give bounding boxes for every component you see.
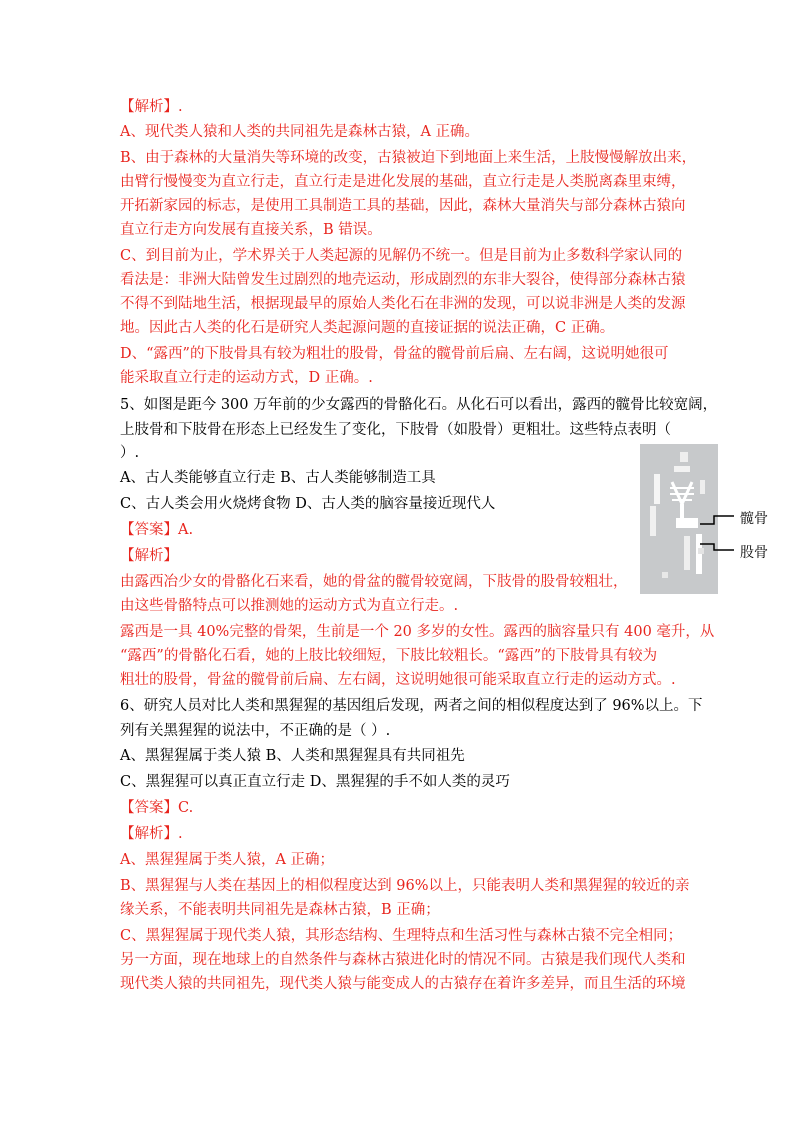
text-line: D、“露西”的下肢骨具有较为粗壮的股骨，骨盆的髋骨前后扁、左右阔，这说明她很可 — [120, 346, 669, 362]
text-line: A、黑猩猩属于类人猿 B、人类和黑猩猩具有共同祖先 — [120, 748, 465, 764]
text-line: A、古人类能够直立行走 B、古人类能够制造工具 — [120, 470, 436, 486]
text-line: 上肢骨和下肢骨在形态上已经发生了变化，下肢骨（如股骨）更粗壮。这些特点表明（ — [120, 422, 671, 438]
text-line: 现代类人猿的共同祖先，现代类人猿与能变成人的古猿存在着许多差异，而且生活的环境 — [120, 976, 686, 992]
lucy-skeleton-figure — [640, 444, 780, 594]
text-line: 直立行走方向发展有直接关系，B 错误。 — [120, 222, 382, 238]
text-line: 地。因此古人类的化石是研究人类起源问题的直接证据的说法正确，C 正确。 — [120, 320, 615, 336]
text-line: 列有关黑猩猩的说法中，不正确的是（ ）. — [120, 723, 391, 739]
text-line: 能采取直立行走的运动方式，D 正确。. — [120, 370, 373, 386]
text-line: A、黑猩猩属于类人猿，A 正确； — [120, 852, 335, 868]
text-line: B、黑猩猩与人类在基因上的相似程度达到 96%以上，只能表明人类和黑猩猩的较近的亲 — [120, 878, 690, 894]
text-line: C、到目前为止，学术界关于人类起源的见解仍不统一。但是目前为止多数科学家认同的 — [120, 248, 683, 264]
text-line: “露西”的骨骼化石看，她的上肢比较细短，下肢比较粗长。“露西”的下肢骨具有较为 — [120, 648, 658, 664]
text-line: 【答案】A. — [120, 522, 194, 538]
text-line: 另一方面，现在地球上的自然条件与森林古猿进化时的情况不同。古猿是我们现代人类和 — [120, 952, 686, 968]
text-line: 【解析】. — [120, 99, 183, 115]
text-line: 看法是：非洲大陆曾发生过剧烈的地壳运动，形成剧烈的东非大裂谷，使得部分森林古猿 — [120, 272, 686, 288]
hip-bone-label: 髋骨 — [740, 511, 768, 527]
text-line: C、黑猩猩可以真正直立行走 D、黑猩猩的手不如人类的灵巧 — [120, 774, 510, 790]
text-line: B、由于森林的大量消失等环境的改变，古猿被迫下到地面上来生活，上肢慢慢解放出来， — [120, 150, 697, 166]
text-line: 6、研究人员对比人类和黑猩猩的基因组后发现，两者之间的相似程度达到了 96%以上。下 — [120, 698, 703, 714]
text-line: 缘关系，不能表明共同祖先是森林古猿，B 正确； — [120, 902, 440, 918]
text-line: 5、如图是距今 300 万年前的少女露西的骨骼化石。从化石可以看出，露西的髋骨比较宽阔， — [120, 397, 718, 413]
text-line: 【解析】 — [120, 548, 178, 564]
text-line: C、古人类会用火烧烤食物 D、古人类的脑容量接近现代人 — [120, 496, 496, 512]
text-line: 粗壮的股骨，骨盆的髋骨前后扁、左右阔，这说明她很可能采取直立行走的运动方式。. — [120, 672, 676, 688]
text-line: A、现代类人猿和人类的共同祖先是森林古猿，A 正确。 — [120, 124, 480, 140]
text-line: 露西是一具 40%完整的骨架，生前是一个 20 多岁的女性。露西的脑容量只有 400 毫升，从 — [120, 624, 715, 640]
text-line: 由这些骨骼特点可以推测她的运动方式为直立行走。. — [120, 598, 459, 614]
text-line: ）. — [120, 445, 140, 461]
text-line: 开拓新家园的标志，是使用工具制造工具的基础，因此，森林大量消失与部分森林古猿向 — [120, 198, 686, 214]
text-line: 【解析】. — [120, 826, 183, 842]
text-line: 由臂行慢慢变为直立行走，直立行走是进化发展的基础，直立行走是人类脱离森里束缚， — [120, 174, 686, 190]
text-line: 由露西冶少女的骨骼化石来看，她的骨盆的髋骨较宽阔，下肢骨的股骨较粗壮， — [120, 574, 628, 590]
label-pointer-lines — [700, 514, 740, 564]
text-line: C、黑猩猩属于现代类人猿，其形态结构、生理特点和生活习性与森林古猿不完全相同； — [120, 928, 683, 944]
text-line: 不得不到陆地生活，根据现最早的原始人类化石在非洲的发现，可以说非洲是人类的发源 — [120, 296, 686, 312]
text-line: 【答案】C. — [120, 800, 194, 816]
femur-label: 股骨 — [740, 545, 768, 561]
